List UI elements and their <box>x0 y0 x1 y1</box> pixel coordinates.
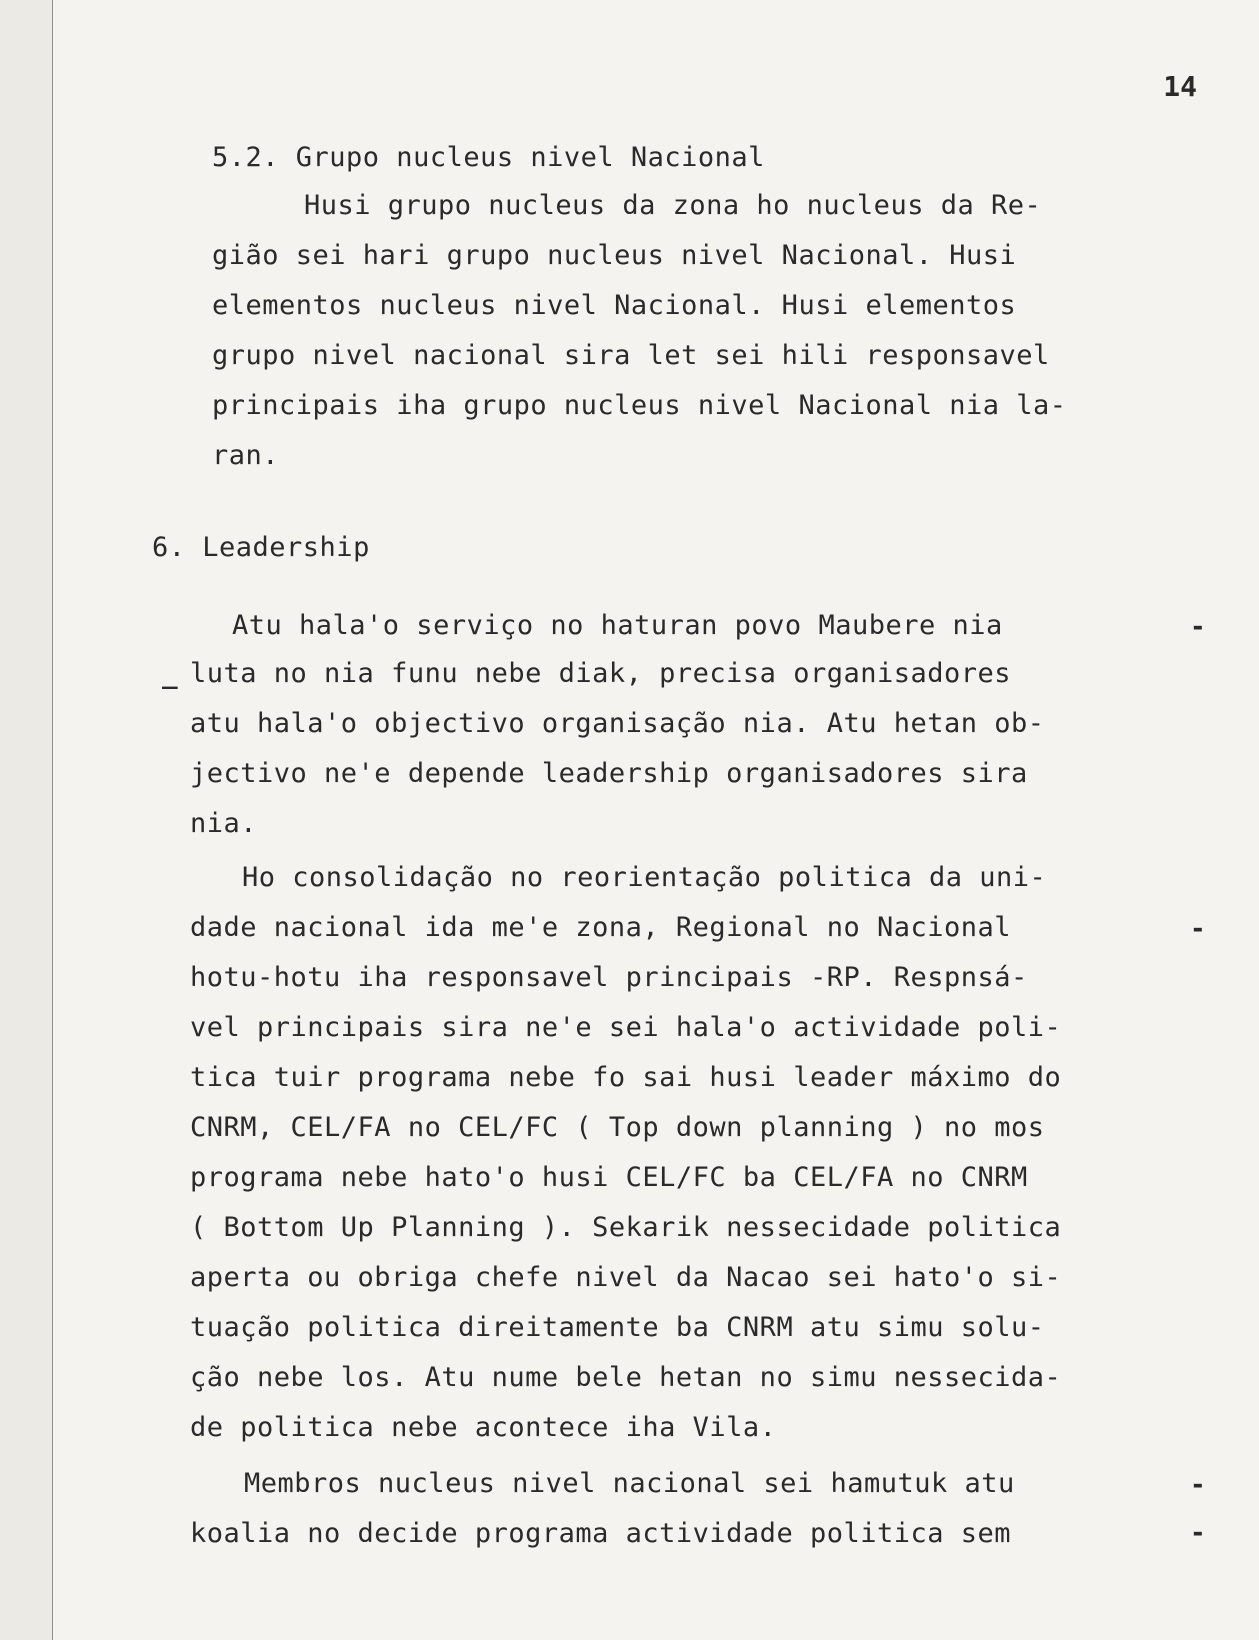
text-line: Ho consolidação no reorientação politica da uni- <box>242 862 1047 893</box>
text-line: vel principais sira ne'e sei hala'o actividade poli- <box>190 1012 1062 1043</box>
text-line: luta no nia funu nebe diak, precisa organisadores <box>190 658 1012 689</box>
text-line: dade nacional ida me'e zona, Regional no Nacional <box>190 912 1012 943</box>
text-line: aperta ou obriga chefe nivel da Nacao sei hato'o si- <box>190 1262 1062 1293</box>
margin-mark: - <box>1190 914 1206 944</box>
text-line: Membros nucleus nivel nacional sei hamutuk atu <box>244 1468 1015 1499</box>
page-left-edge <box>0 0 53 1640</box>
text-line: ( Bottom Up Planning ). Sekarik nessecidade politica <box>190 1212 1062 1243</box>
margin-mark: - <box>1190 1518 1206 1548</box>
page-number: 14 <box>1163 70 1197 103</box>
text-line: jectivo ne'e depende leadership organisadores sira <box>190 758 1028 789</box>
margin-mark: - <box>1190 612 1206 642</box>
text-line: de politica nebe acontece iha Vila. <box>190 1412 777 1443</box>
text-line: atu hala'o objectivo organisação nia. Atu hetan ob- <box>190 708 1045 739</box>
text-line: tica tuir programa nebe fo sai husi leader máximo do <box>190 1062 1062 1093</box>
text-line: nia. <box>190 808 258 839</box>
text-line: hotu-hotu iha responsavel principais -RP. Respnsá- <box>190 962 1028 993</box>
text-line: gião sei hari grupo nucleus nivel Nacional. Husi <box>212 240 1017 271</box>
text-line: programa nebe hato'o husi CEL/FC ba CEL/FA no CNRM <box>190 1162 1028 1193</box>
text-line: principais iha grupo nucleus nivel Nacional nia la- <box>212 390 1067 421</box>
section-heading-6: 6. Leadership <box>152 532 370 563</box>
section-heading-5-2: 5.2. Grupo nucleus nivel Nacional <box>212 142 765 173</box>
margin-mark: _ <box>162 660 178 690</box>
text-line: CNRM, CEL/FA no CEL/FC ( Top down planning ) no mos <box>190 1112 1045 1143</box>
text-line: grupo nivel nacional sira let sei hili responsavel <box>212 340 1050 371</box>
text-line: Atu hala'o serviço no haturan povo Maubere nia <box>232 610 1003 641</box>
text-line: koalia no decide programa actividade politica sem <box>190 1518 1012 1549</box>
margin-mark: - <box>1190 1470 1206 1500</box>
text-line: elementos nucleus nivel Nacional. Husi elementos <box>212 290 1017 321</box>
text-line: ção nebe los. Atu nume bele hetan no simu nessecida- <box>190 1362 1062 1393</box>
text-line: tuação politica direitamente ba CNRM atu simu solu- <box>190 1312 1045 1343</box>
text-line: ran. <box>212 440 280 471</box>
text-line: Husi grupo nucleus da zona ho nucleus da Re- <box>304 190 1042 221</box>
